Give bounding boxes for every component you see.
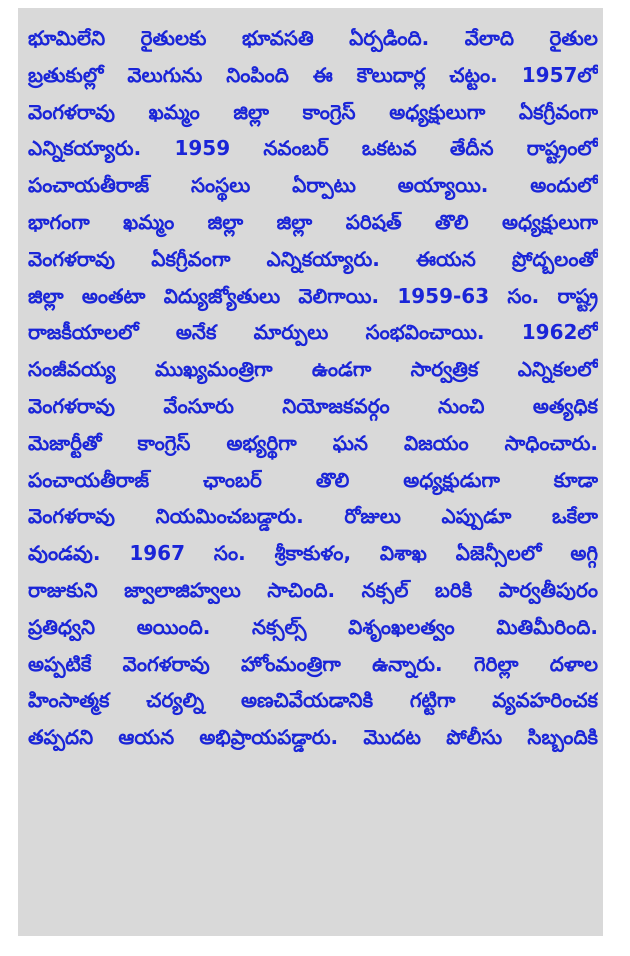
- text-line: పంచాయతీరాజ్ సంస్థలు ఏర్పాటు అయ్యాయి. అందులో: [28, 173, 598, 198]
- text-line: మెజార్టీతో కాంగ్రెస్ అభ్యర్థిగా ఘన విజయం సాధించారు.: [28, 430, 598, 455]
- text-line: సంజీవయ్య ముఖ్యమంత్రిగా ఉండగా సార్వత్రిక ఎన్నికలలో: [28, 357, 598, 382]
- text-line: పంచాయతీరాజ్ ఛాంబర్ తొలి అధ్యక్షుడుగా కూడా: [28, 467, 598, 492]
- text-line: భాగంగా ఖమ్మం జిల్లా జిల్లా పరిషత్ తొలి అధ్యక్షులుగా: [28, 209, 598, 234]
- text-line: రాజుకుని జ్వాలాజిహ్వలు సాచింది. నక్సల్ బరికి పార్వతీపురం: [28, 577, 598, 602]
- text-line: వెంగళరావు నియమించబడ్డారు. రోజులు ఎప్పుడూ ఒకేలా: [28, 504, 598, 529]
- text-line: వెంగళరావు ఏకగ్రీవంగా ఎన్నికయ్యారు. ఈయన ప్రోద్బలంతో: [28, 246, 598, 271]
- text-line: అప్పటికే వెంగళరావు హోంమంత్రిగా ఉన్నారు. గెరిల్లా దళాల: [28, 651, 598, 676]
- text-line: ఎన్నికయ్యారు. 1959 నవంబర్ ఒకటవ తేదీన రాష్ట్రంలో: [28, 136, 598, 161]
- text-line: హింసాత్మక చర్యల్ని అణచివేయడానికి గట్టిగా వ్యవహరించక: [28, 688, 598, 713]
- text-line: వెంగళరావు ఖమ్మం జిల్లా కాంగ్రెస్ అధ్యక్షులుగా ఏకగ్రీవంగా: [28, 99, 598, 124]
- text-line: వెంగళరావు వేంసూరు నియోజకవర్గం నుంచి అత్యధిక: [28, 393, 598, 418]
- text-line: వుండవు. 1967 సం. శ్రీకాకుళం, విశాఖ ఏజెన్సీలలో అగ్గి: [28, 541, 598, 566]
- text-line: ప్రతిధ్వని అయింది. నక్సల్స్ విశృంఖలత్వం మితిమీరింది.: [28, 614, 598, 639]
- paragraph-text: [28, 20, 598, 756]
- text-line: తప్పదని ఆయన అభిప్రాయపడ్డారు. మొదట పోలీసు సిబ్బందికి: [28, 725, 598, 750]
- text-line: బ్రతుకుల్లో వెలుగును నింపింది ఈ కౌలుదార్ల చట్టం. 1957లో: [28, 62, 598, 87]
- text-line: భూమిలేని రైతులకు భూవసతి ఏర్పడింది. వేలాది రైతుల: [28, 26, 598, 50]
- text-line: జిల్లా అంతటా విద్యుజ్యోతులు వెలిగాయి. 1959-63 సం. రాష్ట్ర: [28, 283, 598, 308]
- text-line: రాజకీయాలలో అనేక మార్పులు సంభవించాయి. 1962లో: [28, 320, 598, 345]
